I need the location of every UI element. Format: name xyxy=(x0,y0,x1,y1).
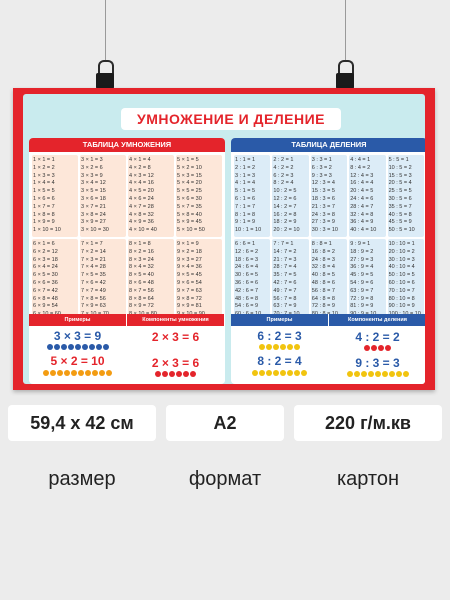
table-row: 4 × 3 = 12 xyxy=(129,172,154,179)
table-row: 3 : 3 = 1 xyxy=(311,157,332,163)
table-row: 5 × 6 = 30 xyxy=(177,195,202,202)
table-row: 8 : 2 = 4 xyxy=(273,180,294,187)
table-row: 20 : 2 = 10 xyxy=(273,227,300,234)
table-row: 8 × 3 = 24 xyxy=(129,256,154,263)
table-row: 30 : 3 = 10 xyxy=(311,227,338,234)
div-example-2: 8 : 2 = 4 xyxy=(257,354,302,368)
format-label: формат xyxy=(188,468,262,490)
table-row: 8 × 2 = 16 xyxy=(129,248,154,255)
table-row: 60 : 10 = 6 xyxy=(388,279,415,286)
table-column xyxy=(388,239,424,321)
table-row: 7 × 5 = 35 xyxy=(81,272,106,279)
div-component-eq-2: 9 : 3 = 3 xyxy=(355,356,400,370)
table-column xyxy=(311,239,347,321)
table-row: 6 : 1 = 6 xyxy=(235,195,256,202)
table-row: 35 : 5 = 7 xyxy=(388,203,412,210)
table-row: 72 : 9 = 8 xyxy=(350,295,374,302)
table-row: 18 : 2 = 9 xyxy=(273,219,297,226)
division-header: ТАБЛИЦА ДЕЛЕНИЯ xyxy=(231,138,425,152)
table-row: 40 : 5 = 8 xyxy=(388,211,412,218)
div-components-dots-2 xyxy=(343,371,412,378)
table-row: 6 × 2 = 12 xyxy=(33,248,58,255)
mul-component-eq-2: 2 × 3 = 6 xyxy=(151,356,200,370)
table-row: 9 × 3 = 27 xyxy=(177,256,202,263)
table-row: 6 × 4 = 24 xyxy=(33,264,58,271)
table-row: 1 × 5 = 5 xyxy=(33,188,55,195)
table-row: 3 × 7 = 21 xyxy=(81,203,106,210)
table-row: 25 : 5 = 5 xyxy=(388,188,412,195)
table-row: 8 : 1 = 8 xyxy=(235,211,256,218)
table-row: 16 : 8 = 2 xyxy=(311,248,335,255)
table-column xyxy=(388,155,424,237)
table-row: 5 × 9 = 45 xyxy=(177,219,202,226)
poster-title: УМНОЖЕНИЕ И ДЕЛЕНИЕ xyxy=(121,108,341,130)
table-row: 7 × 1 = 7 xyxy=(81,240,103,247)
table-row: 63 : 9 = 7 xyxy=(350,287,374,294)
table-row: 45 : 9 = 5 xyxy=(350,272,374,279)
table-row: 3 × 9 = 27 xyxy=(81,219,106,226)
table-row: 6 : 2 = 3 xyxy=(273,172,294,179)
table-row: 40 : 4 = 10 xyxy=(350,227,377,234)
table-row: 5 × 10 = 50 xyxy=(177,227,205,234)
mul-components-box xyxy=(127,314,225,384)
table-row: 27 : 3 = 9 xyxy=(311,219,335,226)
table-row: 1 × 6 = 6 xyxy=(33,195,55,202)
multiplication-header: ТАБЛИЦА УМНОЖЕНИЯ xyxy=(29,138,225,152)
table-row: 6 × 9 = 54 xyxy=(33,303,58,310)
table-row: 6 × 6 = 36 xyxy=(33,279,58,286)
mul-example-1: 3 × 3 = 9 xyxy=(53,329,102,343)
table-column xyxy=(80,155,126,237)
table-row: 2 : 2 = 1 xyxy=(273,157,294,163)
format-value: A2 xyxy=(166,405,284,441)
table-row: 4 × 7 = 28 xyxy=(129,203,154,210)
table-row: 9 × 2 = 18 xyxy=(177,248,202,255)
table-row: 54 : 6 = 9 xyxy=(235,303,259,310)
table-row: 50 : 10 = 5 xyxy=(388,272,415,279)
div-component-eq-1: 4 : 2 = 2 xyxy=(355,330,400,344)
table-row: 5 : 5 = 1 xyxy=(388,157,409,163)
table-row: 49 : 7 = 7 xyxy=(273,287,297,294)
table-row: 30 : 10 = 3 xyxy=(388,256,415,263)
table-row: 35 : 7 = 5 xyxy=(273,272,297,279)
table-row: 18 : 3 = 6 xyxy=(311,195,335,202)
table-row: 24 : 6 = 4 xyxy=(235,264,259,271)
table-row: 81 : 9 = 9 xyxy=(350,303,374,310)
table-row: 4 × 5 = 20 xyxy=(129,188,154,195)
table-column xyxy=(32,239,78,321)
table-row: 1 × 10 = 10 xyxy=(33,227,61,234)
table-row: 70 : 10 = 7 xyxy=(388,287,415,294)
table-row: 32 : 8 = 4 xyxy=(311,264,335,271)
table-row: 3 × 4 = 12 xyxy=(81,180,106,187)
paper-value: 220 г/м.кв xyxy=(294,405,442,441)
table-row: 3 × 2 = 6 xyxy=(81,164,103,171)
table-row: 1 × 8 = 8 xyxy=(33,211,55,218)
table-column xyxy=(272,155,308,237)
table-row: 6 : 6 = 1 xyxy=(235,240,256,247)
table-row: 24 : 8 = 3 xyxy=(311,256,335,263)
table-row: 48 : 6 = 8 xyxy=(235,295,259,302)
table-row: 1 × 4 = 4 xyxy=(33,180,55,187)
mul-example-2: 5 × 2 = 10 xyxy=(50,354,105,368)
size-value: 59,4 х 42 см xyxy=(8,405,156,441)
table-row: 16 : 4 = 4 xyxy=(350,180,374,187)
hanging-wire-left xyxy=(105,0,106,62)
size-label: размер xyxy=(48,468,116,490)
table-row: 45 : 5 = 9 xyxy=(388,219,412,226)
table-row: 15 : 3 = 5 xyxy=(311,188,335,195)
table-row: 72 : 8 = 9 xyxy=(311,303,335,310)
table-row: 28 : 4 = 7 xyxy=(350,203,374,210)
mul-example-2-dots xyxy=(43,370,112,377)
table-row: 42 : 7 = 6 xyxy=(273,279,297,286)
table-row: 6 × 3 = 18 xyxy=(33,256,58,263)
mul-component-eq-1: 2 × 3 = 6 xyxy=(151,330,200,344)
table-row: 12 : 6 = 2 xyxy=(235,248,259,255)
table-row: 30 : 5 = 6 xyxy=(388,195,412,202)
table-row: 6 × 8 = 48 xyxy=(33,295,58,302)
table-row: 10 : 2 = 5 xyxy=(273,188,297,195)
table-row: 50 : 5 = 10 xyxy=(388,227,415,234)
table-row: 10 : 1 = 10 xyxy=(235,227,262,234)
table-row: 8 × 4 = 32 xyxy=(129,264,154,271)
table-column xyxy=(349,155,385,237)
table-row: 40 : 8 = 5 xyxy=(311,272,335,279)
table-row: 36 : 4 = 9 xyxy=(350,219,374,226)
table-row: 9 × 9 = 81 xyxy=(177,303,202,310)
table-column xyxy=(272,239,308,321)
multiplication-panel xyxy=(29,138,225,384)
table-row: 1 × 9 = 9 xyxy=(33,219,55,226)
div-components-label: Компоненты деления xyxy=(329,314,425,326)
table-row: 9 : 1 = 9 xyxy=(235,219,256,226)
table-row: 8 × 9 = 72 xyxy=(129,303,154,310)
paper-label: картон xyxy=(336,468,400,490)
table-row: 9 × 1 = 9 xyxy=(177,240,199,247)
table-row: 16 : 2 = 8 xyxy=(273,211,297,218)
table-row: 18 : 6 = 3 xyxy=(235,256,259,263)
table-column xyxy=(80,239,126,321)
table-row: 12 : 4 = 3 xyxy=(350,172,374,179)
table-row: 3 × 8 = 24 xyxy=(81,211,106,218)
table-row: 2 : 1 = 2 xyxy=(235,164,256,171)
table-row: 6 × 7 = 42 xyxy=(33,287,58,294)
binder-clip-left xyxy=(95,60,115,90)
table-row: 9 : 9 = 1 xyxy=(350,240,371,247)
div-example-2-dots xyxy=(245,370,314,377)
table-row: 3 × 1 = 3 xyxy=(81,157,103,163)
table-row: 3 × 6 = 18 xyxy=(81,195,106,202)
table-row: 7 × 2 = 14 xyxy=(81,248,106,255)
table-row: 10 : 5 = 2 xyxy=(388,164,412,171)
table-row: 14 : 7 = 2 xyxy=(273,248,297,255)
table-row: 7 × 9 = 63 xyxy=(81,303,106,310)
table-row: 8 × 7 = 56 xyxy=(129,287,154,294)
div-examples-label: Примеры xyxy=(231,314,328,326)
table-row: 28 : 7 = 4 xyxy=(273,264,297,271)
table-row: 7 × 3 = 21 xyxy=(81,256,106,263)
table-row: 42 : 6 = 7 xyxy=(235,287,259,294)
table-row: 27 : 9 = 3 xyxy=(350,256,374,263)
table-row: 20 : 4 = 5 xyxy=(350,188,374,195)
table-row: 4 : 4 = 1 xyxy=(350,157,371,163)
table-row: 4 × 4 = 16 xyxy=(129,180,154,187)
div-components-box xyxy=(329,314,425,384)
table-row: 36 : 6 = 6 xyxy=(235,279,259,286)
table-row: 6 × 1 = 6 xyxy=(33,240,55,247)
table-row: 4 : 1 = 4 xyxy=(235,180,256,187)
table-row: 1 × 3 = 3 xyxy=(33,172,55,179)
table-row: 7 : 1 = 7 xyxy=(235,203,256,210)
table-row: 54 : 9 = 6 xyxy=(350,279,374,286)
table-row: 14 : 2 = 7 xyxy=(273,203,297,210)
table-row: 1 × 7 = 7 xyxy=(33,203,55,210)
table-column xyxy=(32,155,78,237)
div-components-dots-1 xyxy=(343,345,412,352)
table-row: 9 × 7 = 63 xyxy=(177,287,202,294)
table-row: 3 × 10 = 30 xyxy=(81,227,109,234)
table-row: 21 : 7 = 3 xyxy=(273,256,297,263)
table-row: 8 : 8 = 1 xyxy=(311,240,332,247)
table-row: 5 × 8 = 40 xyxy=(177,211,202,218)
table-row: 5 × 3 = 15 xyxy=(177,172,202,179)
table-row: 5 × 7 = 35 xyxy=(177,203,202,210)
table-column xyxy=(176,155,222,237)
poster-inner xyxy=(23,94,425,384)
table-row: 7 : 7 = 1 xyxy=(273,240,294,247)
mul-examples-box xyxy=(29,314,127,384)
table-row: 7 × 6 = 42 xyxy=(81,279,106,286)
table-row: 4 × 1 = 4 xyxy=(129,157,151,163)
multiplication-examples xyxy=(29,314,225,384)
table-row: 4 × 9 = 36 xyxy=(129,219,154,226)
table-row: 7 × 4 = 28 xyxy=(81,264,106,271)
table-row: 63 : 7 = 9 xyxy=(273,303,297,310)
table-row: 12 : 2 = 6 xyxy=(273,195,297,202)
table-row: 6 × 5 = 30 xyxy=(33,272,58,279)
table-row: 32 : 4 = 8 xyxy=(350,211,374,218)
table-row: 1 : 1 = 1 xyxy=(235,157,256,163)
table-row: 21 : 3 = 7 xyxy=(311,203,335,210)
table-row: 8 × 1 = 8 xyxy=(129,240,151,247)
multiplication-table xyxy=(29,152,225,324)
table-row: 1 × 1 = 1 xyxy=(33,157,55,163)
table-row: 18 : 9 = 2 xyxy=(350,248,374,255)
table-row: 8 : 4 = 2 xyxy=(350,164,371,171)
table-row: 64 : 8 = 8 xyxy=(311,295,335,302)
mul-components-dots xyxy=(141,371,210,378)
table-row: 8 × 5 = 40 xyxy=(129,272,154,279)
table-row: 20 : 5 = 4 xyxy=(388,180,412,187)
table-row: 3 × 3 = 9 xyxy=(81,172,103,179)
div-example-1-dots xyxy=(245,344,314,351)
table-column xyxy=(128,239,174,321)
table-column xyxy=(234,155,270,237)
table-row: 4 : 2 = 2 xyxy=(273,164,294,171)
table-column xyxy=(311,155,347,237)
table-row: 4 × 6 = 24 xyxy=(129,195,154,202)
table-row: 9 : 3 = 3 xyxy=(311,172,332,179)
table-column xyxy=(128,155,174,237)
table-row: 5 × 4 = 20 xyxy=(177,180,202,187)
table-row: 30 : 6 = 5 xyxy=(235,272,259,279)
division-table xyxy=(231,152,425,324)
mul-examples-label: Примеры xyxy=(29,314,126,326)
table-row: 4 × 10 = 40 xyxy=(129,227,157,234)
table-row: 9 × 4 = 36 xyxy=(177,264,202,271)
table-column xyxy=(176,239,222,321)
table-row: 56 : 7 = 8 xyxy=(273,295,297,302)
table-row: 9 × 5 = 45 xyxy=(177,272,202,279)
table-row: 7 × 7 = 49 xyxy=(81,287,106,294)
table-row: 56 : 8 = 7 xyxy=(311,287,335,294)
table-row: 48 : 8 = 6 xyxy=(311,279,335,286)
table-row: 90 : 10 = 9 xyxy=(388,303,415,310)
table-row: 80 : 10 = 8 xyxy=(388,295,415,302)
table-row: 24 : 3 = 8 xyxy=(311,211,335,218)
hanging-wire-right xyxy=(345,0,346,62)
table-column xyxy=(349,239,385,321)
table-row: 4 × 2 = 8 xyxy=(129,164,151,171)
table-row: 3 × 5 = 15 xyxy=(81,188,106,195)
division-examples xyxy=(231,314,425,384)
table-row: 12 : 3 = 4 xyxy=(311,180,335,187)
division-panel xyxy=(231,138,425,384)
table-row: 5 : 1 = 5 xyxy=(235,188,256,195)
table-row: 1 × 2 = 2 xyxy=(33,164,55,171)
table-row: 5 × 5 = 25 xyxy=(177,188,202,195)
table-row: 15 : 5 = 3 xyxy=(388,172,412,179)
table-row: 9 × 6 = 54 xyxy=(177,279,202,286)
table-row: 5 × 2 = 10 xyxy=(177,164,202,171)
table-row: 40 : 10 = 4 xyxy=(388,264,415,271)
table-row: 36 : 9 = 4 xyxy=(350,264,374,271)
binder-clip-right xyxy=(335,60,355,90)
table-row: 8 × 6 = 48 xyxy=(129,279,154,286)
mul-example-1-dots xyxy=(43,344,112,351)
table-row: 24 : 4 = 6 xyxy=(350,195,374,202)
table-row: 6 : 3 = 2 xyxy=(311,164,332,171)
div-example-1: 6 : 2 = 3 xyxy=(257,329,302,343)
div-examples-box xyxy=(231,314,329,384)
mul-components-label: Компоненты умножения xyxy=(127,314,224,326)
table-row: 8 × 8 = 64 xyxy=(129,295,154,302)
table-column xyxy=(234,239,270,321)
poster xyxy=(13,88,435,390)
table-row: 10 : 10 = 1 xyxy=(388,240,415,247)
table-row: 4 × 8 = 32 xyxy=(129,211,154,218)
table-row: 9 × 8 = 72 xyxy=(177,295,202,302)
table-row: 5 × 1 = 5 xyxy=(177,157,199,163)
table-row: 20 : 10 = 2 xyxy=(388,248,415,255)
table-row: 7 × 8 = 56 xyxy=(81,295,106,302)
table-row: 3 : 1 = 3 xyxy=(235,172,256,179)
